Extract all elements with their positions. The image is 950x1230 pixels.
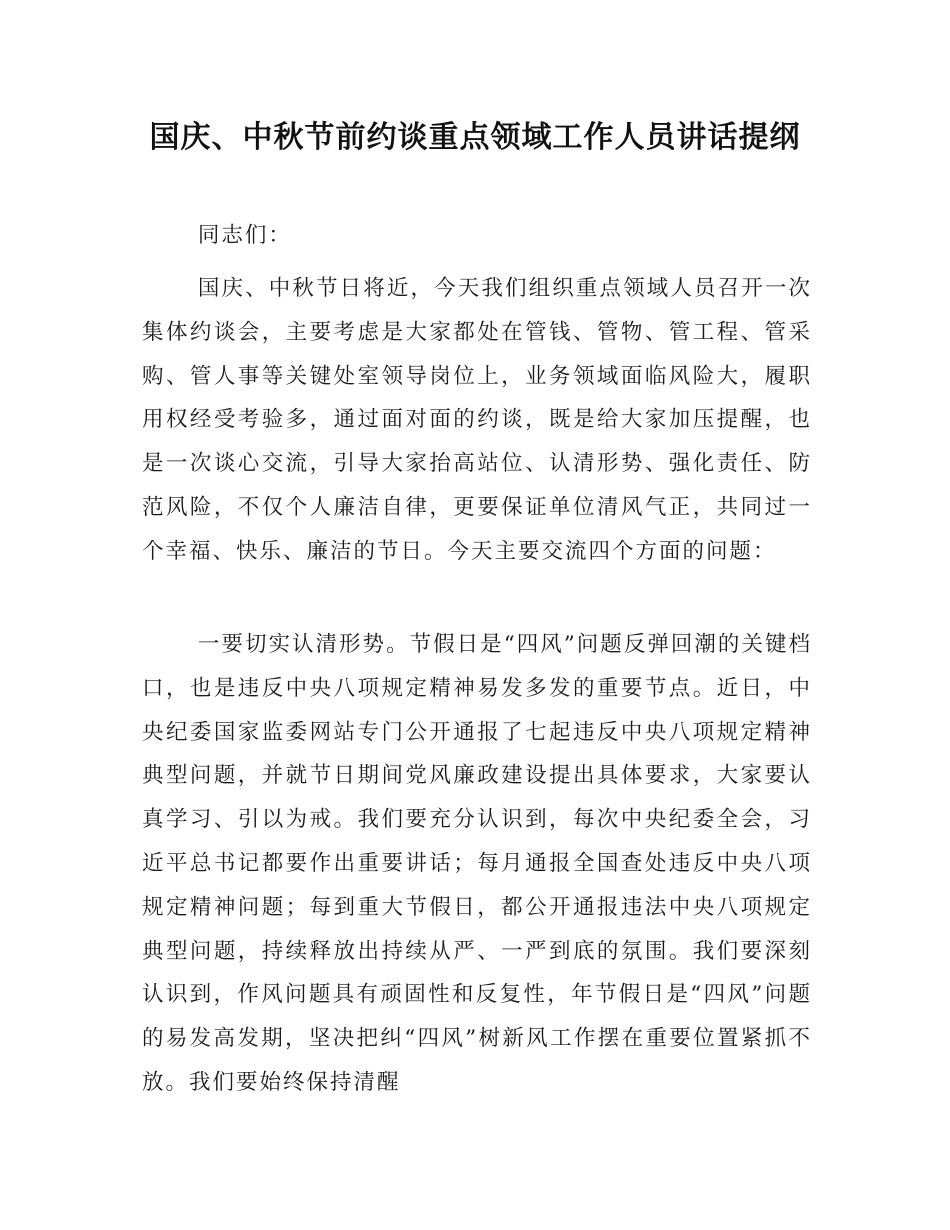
body-paragraph-1: 国庆、中秋节日将近，今天我们组织重点领域人员召开一次集体约谈会，主要考虑是大家都处在管钱、管物、管工程、管采购、管人事等关键处室领导岗位上，业务领域面临风险大，履职用权经受考验多，通过面对面的约谈，既是给大家加压提醒，也是一次谈心交流，引导大家抬高站位、认清形势、强化责任、防范风险，不仅个人廉洁自律，更要保证单位清风气正，共同过一个幸福、快乐、廉洁的节日。今天主要交流四个方面的问题： [142, 276, 812, 564]
body-paragraph-2: 一要切实认清形势。节假日是“四风”问题反弹回潮的关键档口，也是违反中央八项规定精神易发多发的重要节点。近日，中央纪委国家监委网站专门公开通报了七起违反中央八项规定精神典型问题，并就节日期间党风廉政建设提出具体要求，大家要认真学习、引以为戒。我们要充分认识到，每次中央纪委全会，习近平总书记都要作出重要讲话；每月通报全国查处违反中央八项规定精神问题；每到重大节假日，都公开通报违法中央八项规定典型问题，持续释放出持续从严、一严到底的氛围。我们要深刻认识到，作风问题具有顽固性和反复性，年节假日是“四风”问题的易发高发期，坚决把纠“四风”树新风工作摆在重要位置紧抓不放。我们要始终保持清醒 [142, 632, 812, 1095]
document-title: 国庆、中秋节前约谈重点领域工作人员讲话提纲 [149, 120, 801, 155]
greeting-line: 同志们： [197, 223, 292, 248]
